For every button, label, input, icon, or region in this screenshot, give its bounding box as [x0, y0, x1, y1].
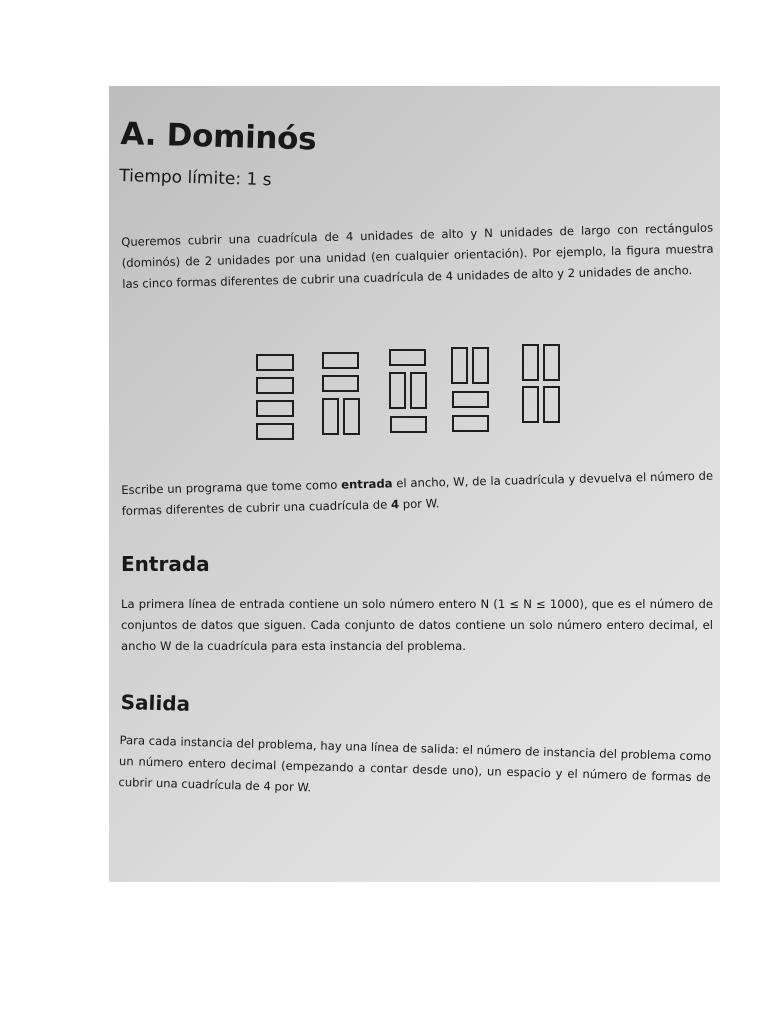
- domino-tilings-figure: [254, 344, 574, 444]
- domino: [389, 349, 426, 366]
- output-section: [118, 690, 713, 809]
- output-heading: Salida: [120, 690, 191, 716]
- domino: [472, 347, 489, 384]
- input-text: La primera línea de entrada contiene un solo número entero N (1 ≤ N ≤ 1000), que es el número de conjuntos de datos que siguen. Cada conjunto de datos contiene un solo número entero decimal, el ancho W de la cuadrícula para esta instancia del problema.: [121, 597, 713, 653]
- domino: [389, 372, 406, 409]
- task-block: [121, 466, 714, 522]
- output-text: Para cada instancia del problema, hay una línea de salida: el número de instancia del problema como un número entero decimal (empezando a contar desde uno), un espacio y el número de formas de cubrir una cuadrícula de 4 por W.: [118, 732, 712, 795]
- statement-block: [121, 218, 714, 295]
- document-page: [109, 86, 720, 882]
- domino: [256, 377, 294, 394]
- domino: [522, 344, 539, 381]
- task-text: por W.: [398, 496, 440, 512]
- domino: [522, 386, 539, 423]
- input-section: [121, 552, 713, 657]
- task-text: el ancho, W, de la cuadrícula y devuelva el número de formas diferentes de cubrir una cuadrícula de: [121, 468, 714, 518]
- domino: [343, 398, 360, 435]
- domino: [410, 372, 427, 409]
- domino: [256, 423, 294, 440]
- domino: [322, 375, 359, 392]
- task-bold-number: 4: [390, 497, 400, 512]
- domino: [390, 416, 427, 433]
- task-text: Escribe un programa que tome como: [121, 477, 342, 497]
- domino: [452, 415, 489, 432]
- domino: [322, 398, 339, 435]
- problem-statement: Queremos cubrir una cuadrícula de 4 unidades de alto y N unidades de largo con rectángulos (dominós) de 2 unidades por una unidad (en cualquier orientación). Por ejemplo, la figura muestra las cinco formas diferentes de cubrir una cuadrícula de 4 unidades de alto y 2 unidades de ancho.: [121, 220, 714, 291]
- domino: [256, 354, 294, 371]
- domino: [452, 391, 489, 408]
- task-bold-entrada: entrada: [341, 476, 393, 492]
- domino: [451, 347, 468, 384]
- input-heading: Entrada: [121, 552, 210, 576]
- time-limit: Tiempo límite: 1 s: [119, 165, 272, 191]
- domino: [256, 400, 294, 417]
- task-statement: [121, 466, 714, 522]
- domino: [322, 352, 359, 369]
- domino: [543, 386, 560, 423]
- domino: [543, 344, 560, 381]
- header-block: [119, 116, 713, 203]
- problem-title: A. Dominós: [119, 116, 317, 158]
